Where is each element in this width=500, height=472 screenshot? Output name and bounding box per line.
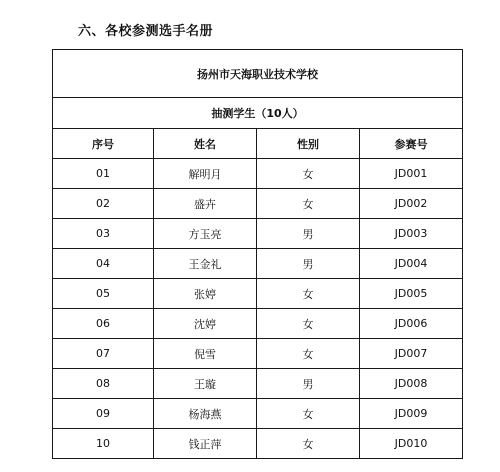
cell-contestant-number: JD001 — [360, 159, 463, 189]
cell-name: 倪雪 — [154, 339, 257, 369]
cell-contestant-number: JD007 — [360, 339, 463, 369]
column-header-row — [53, 129, 463, 159]
cell-serial: 06 — [53, 309, 154, 339]
cell-name: 钱正萍 — [154, 429, 257, 459]
cell-contestant-number: JD006 — [360, 309, 463, 339]
cell-name: 杨海燕 — [154, 399, 257, 429]
group-title-row — [53, 98, 463, 129]
cell-contestant-number: JD009 — [360, 399, 463, 429]
cell-serial: 10 — [53, 429, 154, 459]
cell-gender: 女 — [257, 279, 360, 309]
table-row — [53, 249, 463, 279]
cell-serial: 02 — [53, 189, 154, 219]
contestant-roster-table — [52, 49, 463, 459]
cell-gender: 女 — [257, 339, 360, 369]
header-gender: 性别 — [257, 129, 360, 159]
cell-serial: 01 — [53, 159, 154, 189]
header-serial: 序号 — [53, 129, 154, 159]
school-name-row — [53, 50, 463, 98]
cell-contestant-number: JD003 — [360, 219, 463, 249]
cell-name: 沈婷 — [154, 309, 257, 339]
cell-name: 解明月 — [154, 159, 257, 189]
section-heading: 六、各校参测选手名册 — [78, 24, 214, 39]
cell-gender: 女 — [257, 429, 360, 459]
table-row — [53, 339, 463, 369]
cell-contestant-number: JD004 — [360, 249, 463, 279]
table-row — [53, 189, 463, 219]
table-row — [53, 279, 463, 309]
cell-name: 张婷 — [154, 279, 257, 309]
header-name: 姓名 — [154, 129, 257, 159]
cell-name: 方玉亮 — [154, 219, 257, 249]
cell-serial: 08 — [53, 369, 154, 399]
table-row — [53, 399, 463, 429]
cell-gender: 男 — [257, 249, 360, 279]
table-row — [53, 429, 463, 459]
cell-serial: 09 — [53, 399, 154, 429]
cell-serial: 04 — [53, 249, 154, 279]
cell-gender: 女 — [257, 189, 360, 219]
cell-contestant-number: JD005 — [360, 279, 463, 309]
table-row — [53, 219, 463, 249]
school-name: 扬州市天海职业技术学校 — [53, 50, 463, 98]
cell-contestant-number: JD008 — [360, 369, 463, 399]
cell-contestant-number: JD010 — [360, 429, 463, 459]
cell-serial: 03 — [53, 219, 154, 249]
cell-serial: 07 — [53, 339, 154, 369]
cell-gender: 男 — [257, 219, 360, 249]
group-title: 抽测学生（10人） — [53, 98, 463, 129]
table-row — [53, 159, 463, 189]
table-row — [53, 309, 463, 339]
cell-name: 王金礼 — [154, 249, 257, 279]
cell-gender: 男 — [257, 369, 360, 399]
header-contestant-number: 参赛号 — [360, 129, 463, 159]
table-row — [53, 369, 463, 399]
cell-serial: 05 — [53, 279, 154, 309]
cell-name: 盛卉 — [154, 189, 257, 219]
cell-contestant-number: JD002 — [360, 189, 463, 219]
cell-gender: 女 — [257, 399, 360, 429]
cell-gender: 女 — [257, 159, 360, 189]
cell-gender: 女 — [257, 309, 360, 339]
cell-name: 王璇 — [154, 369, 257, 399]
